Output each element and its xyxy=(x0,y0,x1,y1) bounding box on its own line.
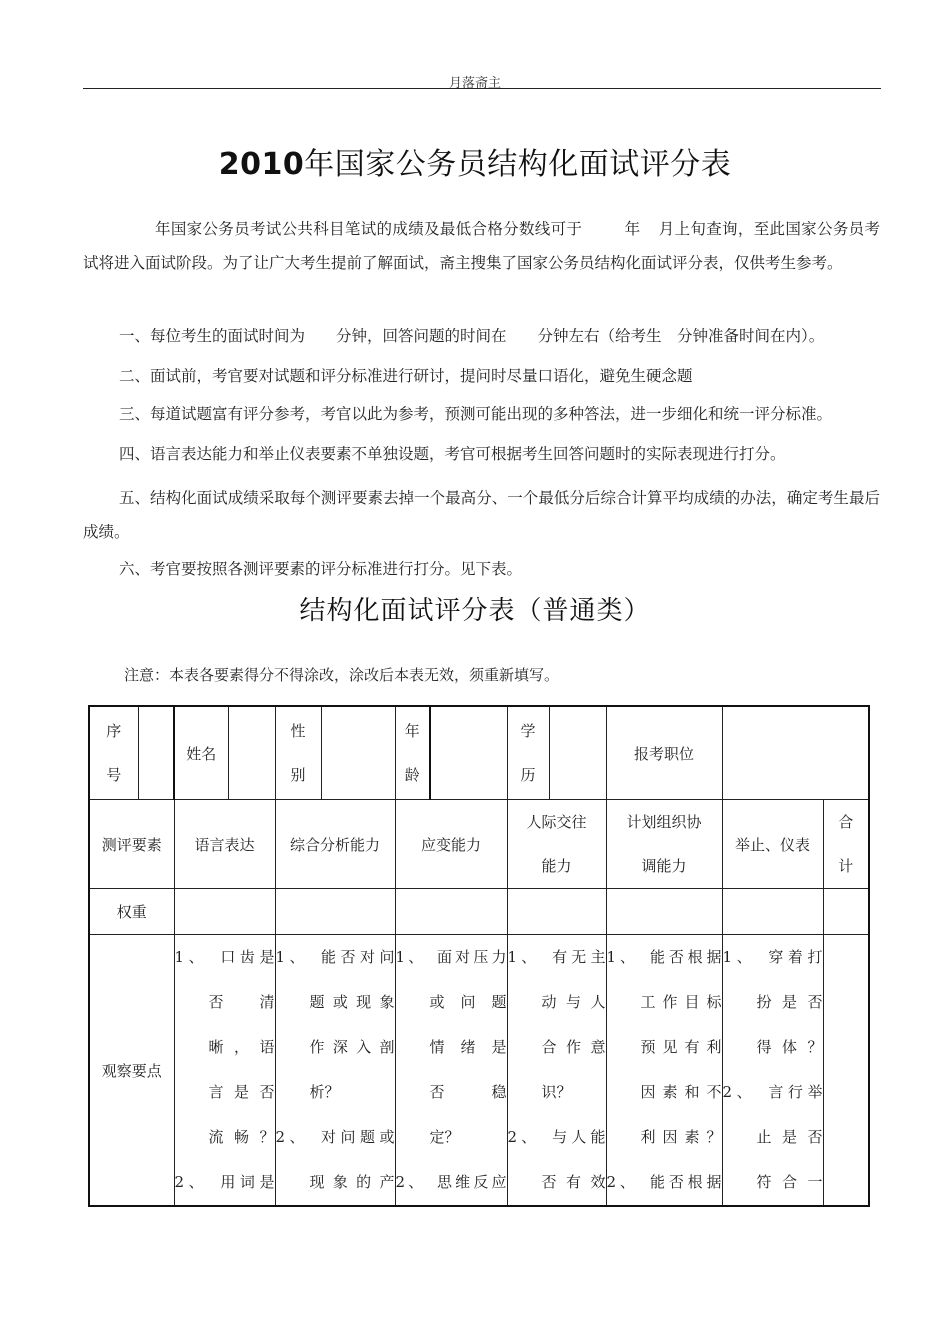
obs-line: 得体？ xyxy=(756,1038,823,1056)
name-label-cell: 姓名 xyxy=(174,706,228,800)
table-row-observation xyxy=(89,935,869,1207)
obs-line: 否 稳 xyxy=(429,1083,507,1101)
position-value-cell[interactable] xyxy=(722,706,869,800)
obs-line: 流畅？ xyxy=(208,1128,275,1146)
gender-value-cell[interactable] xyxy=(321,706,395,800)
rule-4: 四、语言表达能力和举止仪表要素不单独设题，考官可根据考生回答问题时的实际表现进行打分。 xyxy=(119,445,786,463)
obs-line: 析？ xyxy=(309,1083,340,1101)
rule-6: 六、考官要按照各测评要素的评分标准进行打分。见下表。 xyxy=(119,560,523,578)
intro-part1: 年国家公务员考试公共科目笔试的成绩及最低合格分数线可于 xyxy=(155,220,583,238)
factor-analysis-cell: 综合分析能力 xyxy=(275,800,395,889)
factor-demeanor-cell: 举止、仪表 xyxy=(722,800,823,889)
obs-line: 2、 言行举 xyxy=(722,1083,823,1101)
obs-line: 符合一 xyxy=(756,1173,823,1191)
scoring-table xyxy=(88,705,870,1207)
rule-1: 一、每位考生的面试时间为 分钟，回答问题的时间在 分钟左右（给考生 分钟准备时间在内）。 xyxy=(119,327,825,345)
weight-adaptability-cell[interactable] xyxy=(395,889,507,935)
obs-line: 动与人 xyxy=(541,993,606,1011)
observation-interpersonal-cell xyxy=(507,935,606,1207)
obs-line: 2、 能否根据 xyxy=(606,1173,722,1191)
obs-line: 止是否 xyxy=(756,1128,823,1146)
obs-line: 2、 对问题或 xyxy=(275,1128,395,1146)
obs-line: 1、 穿着打 xyxy=(722,948,823,966)
observation-adaptability-cell xyxy=(395,935,507,1207)
intro-paragraph xyxy=(83,212,880,280)
obs-line: 2、 与人能 xyxy=(507,1128,606,1146)
rule-2: 二、面试前，考官要对试题和评分标准进行研讨，提问时尽量口语化，避免生硬念题 xyxy=(119,367,693,385)
intro-part2: 年 xyxy=(624,220,641,238)
factors-label-cell: 测评要素 xyxy=(89,800,174,889)
factor-language-cell: 语言表达 xyxy=(174,800,275,889)
position-label-cell: 报考职位 xyxy=(606,706,722,800)
obs-line: 晰，语 xyxy=(208,1038,275,1056)
header-rule xyxy=(83,88,881,89)
weight-planning-cell[interactable] xyxy=(606,889,722,935)
age-value-cell[interactable] xyxy=(430,706,507,800)
weight-language-cell[interactable] xyxy=(174,889,275,935)
rule-5: 五、结构化面试成绩采取每个测评要素去掉一个最高分、一个最低分后综合计算平均成绩的办法，确定考生最后成绩。 xyxy=(83,489,880,541)
obs-line: 识？ xyxy=(541,1083,572,1101)
obs-line: 题或现象 xyxy=(309,993,395,1011)
obs-line: 预见有利 xyxy=(640,1038,722,1056)
obs-line: 1、 能否根据 xyxy=(606,948,722,966)
obs-line: 因素和不 xyxy=(640,1083,722,1101)
age-label-cell: 年 龄 xyxy=(395,706,430,800)
table-row-factors xyxy=(89,800,869,889)
obs-line: 2、 用词是 xyxy=(174,1173,275,1191)
obs-line: 言是否 xyxy=(208,1083,275,1101)
obs-line: 利因素？ xyxy=(640,1128,722,1146)
seq-value-cell[interactable] xyxy=(138,706,174,800)
obs-line: 1、 能否对问 xyxy=(275,948,395,966)
page-header: 月落斋主 xyxy=(448,76,501,91)
rule-3: 三、每道试题富有评分参考，考官以此为参考，预测可能出现的多种答法，进一步细化和统一评分标准。 xyxy=(119,405,833,423)
weight-demeanor-cell[interactable] xyxy=(722,889,823,935)
observation-language-cell xyxy=(174,935,275,1207)
obs-line: 定？ xyxy=(429,1128,460,1146)
page-title xyxy=(0,139,950,183)
observation-planning-cell xyxy=(606,935,722,1207)
obs-line: 或 问 题 xyxy=(429,993,507,1011)
weight-total-cell[interactable] xyxy=(823,889,869,935)
weight-interpersonal-cell[interactable] xyxy=(507,889,606,935)
table-row-weight xyxy=(89,889,869,935)
observation-label-cell: 观察要点 xyxy=(89,935,174,1207)
obs-line: 否 清 xyxy=(208,993,275,1011)
table-title: 结构化面试评分表（普通类） xyxy=(299,596,651,626)
obs-line: 1、 面对压力 xyxy=(395,948,507,966)
obs-line: 1、 有无主 xyxy=(507,948,606,966)
observation-total-cell[interactable] xyxy=(823,935,869,1207)
obs-line: 扮是否 xyxy=(756,993,823,1011)
obs-line: 否有效 xyxy=(541,1173,606,1191)
seq-label-cell: 序 号 xyxy=(89,706,138,800)
table-note: 注意：本表各要素得分不得涂改，涂改后本表无效，须重新填写。 xyxy=(124,666,560,684)
obs-line: 合作意 xyxy=(541,1038,606,1056)
weight-analysis-cell[interactable] xyxy=(275,889,395,935)
obs-line: 现象的产 xyxy=(309,1173,395,1191)
gender-label-cell: 性 别 xyxy=(275,706,321,800)
factor-adaptability-cell: 应变能力 xyxy=(395,800,507,889)
weight-label-cell: 权重 xyxy=(89,889,174,935)
title-year: 2010 xyxy=(218,147,305,182)
table-row-candidate xyxy=(89,706,869,800)
name-value-cell[interactable] xyxy=(228,706,275,800)
edu-label-cell: 学 历 xyxy=(507,706,549,800)
obs-line: 2、 思维反应 xyxy=(395,1173,507,1191)
factor-planning-cell: 计划组织协 调能力 xyxy=(606,800,722,889)
edu-value-cell[interactable] xyxy=(549,706,606,800)
obs-line: 作深入剖 xyxy=(309,1038,395,1056)
intro-part3: 月上旬查询，至此国家公务员考试将进入面试阶段。为了让广大考生提前了解面试，斋主搜集了国家公务员结构化面试评分表，仅供考生参考。 xyxy=(83,220,880,272)
obs-line: 情 绪 是 xyxy=(429,1038,507,1056)
title-text: 年国家公务员结构化面试评分表 xyxy=(304,147,732,182)
factor-interpersonal-cell: 人际交往 能力 xyxy=(507,800,606,889)
factor-total-cell: 合 计 xyxy=(823,800,869,889)
obs-line: 1、 口齿是 xyxy=(174,948,275,966)
observation-analysis-cell xyxy=(275,935,395,1207)
obs-line: 工作目标 xyxy=(640,993,722,1011)
observation-demeanor-cell xyxy=(722,935,823,1207)
